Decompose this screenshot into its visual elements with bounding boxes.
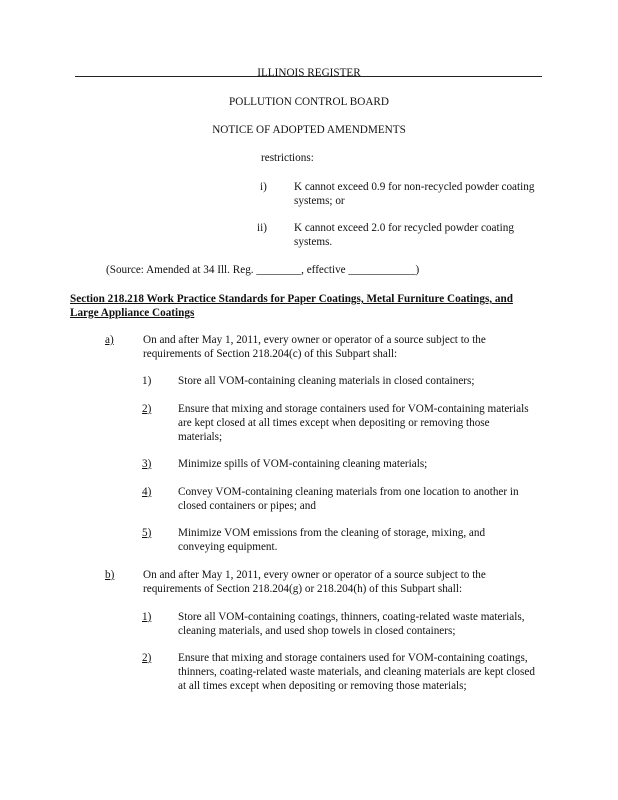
subsection-label: a) bbox=[105, 334, 114, 346]
item-number: i) bbox=[260, 181, 267, 193]
subsection-text: On and after May 1, 2011, every owner or operator of a source subject to the requirements of Section 218.204(c) of this Subpart shall: bbox=[143, 334, 486, 360]
section-heading: Section 218.218 Work Practice Standards for Paper Coatings, Metal Furniture Coatings, and Large Appliance Coatings bbox=[70, 293, 513, 319]
item-number: 2) bbox=[142, 403, 152, 415]
item-number: 3) bbox=[142, 458, 152, 470]
subsection-text: On and after May 1, 2011, every owner or operator of a source subject to the requirements of Section 218.204(g) or 218.204(h) of this Subpart shall: bbox=[143, 569, 486, 595]
notice-title: NOTICE OF ADOPTED AMENDMENTS bbox=[212, 124, 406, 136]
item-text: Convey VOM-containing cleaning materials from one location to another in closed containers or pipes; and bbox=[178, 486, 519, 512]
item-text: K cannot exceed 2.0 for recycled powder coating systems. bbox=[294, 222, 514, 248]
source-note: (Source: Amended at 34 Ill. Reg. ________, effective ____________) bbox=[106, 264, 420, 276]
item-number: ii) bbox=[257, 222, 267, 234]
item-number: 4) bbox=[142, 486, 152, 498]
item-number: 2) bbox=[142, 652, 152, 664]
item-text: Ensure that mixing and storage containers used for VOM-containing materials are kept closed at all times except when depositing or removing those materials; bbox=[178, 403, 529, 443]
item-text: K cannot exceed 0.9 for non-recycled powder coating systems; or bbox=[294, 181, 535, 207]
item-text: Minimize spills of VOM-containing cleaning materials; bbox=[178, 458, 428, 470]
continued-text: restrictions: bbox=[261, 152, 314, 164]
item-text: Store all VOM-containing coatings, thinners, coating-related waste materials, cleaning materials, and used shop towels in closed containers; bbox=[178, 611, 525, 637]
board-name: POLLUTION CONTROL BOARD bbox=[229, 96, 389, 108]
item-number: 1) bbox=[142, 611, 152, 623]
item-number: 5) bbox=[142, 527, 152, 539]
register-title: ILLINOIS REGISTER bbox=[257, 67, 361, 79]
subsection-label: b) bbox=[105, 569, 115, 581]
header-rule bbox=[75, 76, 542, 77]
item-number: 1) bbox=[142, 375, 152, 387]
item-text: Ensure that mixing and storage containers used for VOM-containing coatings, thinners, coating-related waste materials, and cleaning materials are kept closed at all times except when depositing or removing those materials; bbox=[178, 652, 535, 692]
item-text: Minimize VOM emissions from the cleaning of storage, mixing, and conveying equipment. bbox=[178, 527, 486, 553]
item-text: Store all VOM-containing cleaning materials in closed containers; bbox=[178, 375, 475, 387]
